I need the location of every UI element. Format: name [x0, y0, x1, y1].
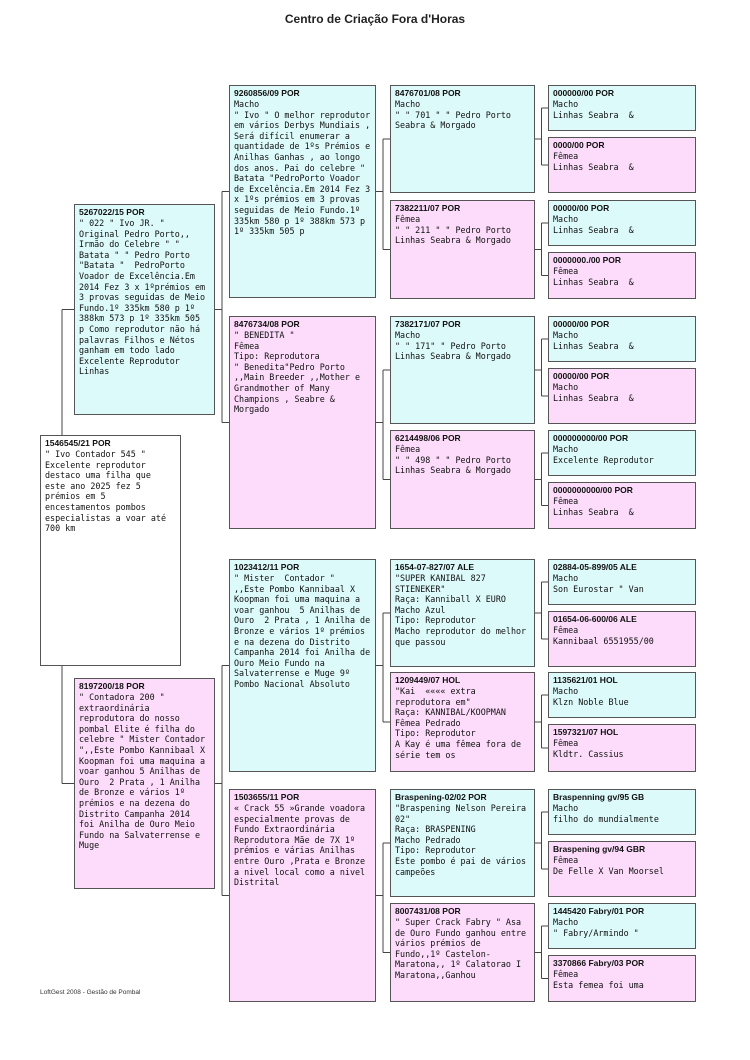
ring-number: 1445420 Fabry/01 POR [553, 906, 645, 916]
pedigree-card-gen4[interactable] [548, 559, 696, 605]
pedigree-card-gen4[interactable] [548, 789, 696, 835]
ring-number: 00000/00 POR [553, 319, 610, 329]
card-details: Macho " Fabry/Armindo " [553, 917, 639, 938]
pedigree-card-gen3[interactable] [390, 430, 535, 529]
ring-number: 1023412/11 POR [234, 562, 300, 572]
card-details: " Super Crack Fabry " Asa de Ouro Fundo ganhou entre vários prémios de Fundo,,1º Castelon-Maratona,, 1º Calatorao I Maratona,,Ganhou [395, 917, 532, 980]
ring-number: 7382211/07 POR [395, 203, 461, 213]
card-details: " Mister Contador " ,,Este Pombo Kannibaal X Koopman foi uma maquina a voar ganhou 5 Anilhas de Ouro 2 Prata , 1 Anilha de Bronze e vários 1º prémios e na dezena do Distrito Campanha 2014 foi Anilha de Ouro Meio Fundo na Salvaterrense e Muge 9º Pombo Nacional Absoluto [234, 573, 371, 689]
pedigree-card-gen3[interactable] [390, 85, 535, 193]
pedigree-card-gen4[interactable] [548, 955, 696, 1002]
card-details: Macho Son Eurostar " Van [553, 573, 644, 594]
card-details: " 022 " Ivo JR. " Original Pedro Porto,, Irmão do Celebre " " Batata " " Pedro Porto "Batata " PedroPorto Voador de Excelência.Em 2014 Fez 3 x 1ºprémios em 3 provas seguidas de Meio Fundo.1º 335km 580 p 1º 388km 573 p 1º 335km 505 p Como reprodutor não há palavras Filhos e Nétos ganham em todo lado Excelente Reprodutor Linhas [79, 218, 206, 377]
ring-number: 000000000/00 POR [553, 433, 629, 443]
pedigree-card-gen4[interactable] [548, 137, 696, 193]
ring-number: 1209449/07 HOL [395, 675, 461, 685]
pedigree-card-gen4[interactable] [548, 85, 696, 131]
ring-number: 1546545/21 POR [45, 438, 111, 448]
pedigree-card-gen3[interactable] [390, 789, 535, 897]
card-details: " Ivo Contador 545 " Excelente reprodutor destaco uma filha que este ano 2025 fez 5 prémios em 5 encestamentos pombos especialistas a voar até 700 km [45, 449, 167, 534]
ring-number: 5267022/15 POR [79, 207, 145, 217]
ring-number: 00000/00 POR [553, 203, 610, 213]
card-details: " Contadora 200 " extraordinária reprodutora do nosso pombal Elite é filha do celebre " Mister Contador ",,Este Pombo Kannibaal X Koopman foi uma maquina a voar ganhou 5 Anilhas de Ouro 2 Prata , 1 Anilha de Bronze e vários 1º prémios e na dezena do Distrito Campanha 2014 foi Anilha de Ouro Meio Fundo na Salvaterrense e Muge [79, 692, 206, 851]
ring-number: 8476701/08 POR [395, 88, 461, 98]
ring-number: 1654-07-827/07 ALE [395, 562, 475, 572]
ring-number: 1503655/11 POR [234, 792, 300, 802]
pedigree-card-gen3[interactable] [390, 316, 535, 424]
card-details: Macho Linhas Seabra & [553, 214, 634, 235]
card-details: "Braspening Nelson Pereira 02" Raça: BRASPENING Macho Pedrado Tipo: Reprodutor Este pombo é pai de vários campeões [395, 803, 527, 877]
card-details: Macho filho do mundialmente [553, 803, 659, 824]
pedigree-card-subject[interactable] [40, 435, 181, 666]
pedigree-card-gen4[interactable] [548, 482, 696, 529]
ring-number: 8007431/08 POR [395, 906, 461, 916]
card-details: Fêmea " " 498 " " Pedro Porto Linhas Seabra & Morgado [395, 444, 511, 476]
pedigree-card-gen4[interactable] [548, 841, 696, 897]
card-details: Macho Linhas Seabra & [553, 382, 634, 403]
card-details: Fêmea Esta femea foi uma [553, 969, 644, 990]
ring-number: 9260856/09 POR [234, 88, 300, 98]
ring-number: 1597321/07 HOL [553, 727, 619, 737]
pedigree-card-gen4[interactable] [548, 316, 696, 362]
card-details: Fêmea Linhas Seabra & [553, 151, 634, 172]
card-details: Macho Excelente Reprodutor [553, 444, 654, 465]
pedigree-card-gen4[interactable] [548, 903, 696, 949]
pedigree-card-gen4[interactable] [548, 252, 696, 299]
card-details: Fêmea Kldtr. Cassius [553, 738, 624, 759]
card-details: Fêmea Linhas Seabra & [553, 496, 634, 517]
ring-number: 1135621/01 HOL [553, 675, 618, 685]
card-details: Macho Linhas Seabra & [553, 330, 634, 351]
ring-number: 0000000./00 POR [553, 255, 622, 265]
card-details: Macho " " 701 " " Pedro Porto Seabra & Morgado [395, 99, 511, 131]
card-details: Fêmea " " 211 " " Pedro Porto Linhas Seabra & Morgado [395, 214, 511, 246]
pedigree-card-gen3[interactable] [390, 903, 535, 1002]
ring-number: 7382171/07 POR [395, 319, 461, 329]
ring-number: 000000/00 POR [553, 88, 614, 98]
card-details: Macho Klzn Noble Blue [553, 686, 629, 707]
card-details: « Crack 55 »Grande voadora especialmente provas de Fundo Extraordinária Reprodutora Mãe de 7X 1º prémios e várias Anilhas entre Ouro ,Prata e Bronze a nivel local como a nivel Distrital [234, 803, 371, 888]
pedigree-card-sire[interactable] [74, 204, 215, 415]
pedigree-card-gen4[interactable] [548, 611, 696, 667]
pedigree-card-granddam-maternal[interactable] [229, 789, 376, 1002]
card-details: Fêmea Kannibaal 6551955/00 [553, 625, 654, 646]
pedigree-card-gen4[interactable] [548, 200, 696, 246]
ring-number: 00000/00 POR [553, 371, 610, 381]
pedigree-card-grandsire-paternal[interactable] [229, 85, 376, 298]
ring-number: Braspening gv/94 GBR [553, 844, 646, 854]
pedigree-card-grandsire-maternal[interactable] [229, 559, 376, 772]
ring-number: 8476734/08 POR [234, 319, 300, 329]
card-details: " BENEDITA " Fêmea Tipo: Reprodutora " Benedita"Pedro Porto ,,Main Breeder ,,Mother e Grandmother of Many Champions , Seabre & Morgado [234, 330, 361, 415]
ring-number: 02884-05-899/05 ALE [553, 562, 637, 572]
pedigree-card-granddam-paternal[interactable] [229, 316, 376, 529]
ring-number: 6214498/06 POR [395, 433, 461, 443]
ring-number: Braspening-02/02 POR [395, 792, 487, 802]
page-title: Centro de Criação Fora d'Horas [284, 12, 466, 26]
pedigree-card-gen4[interactable] [548, 430, 696, 476]
card-details: "SUPER KANIBAL 827 STIENEKER" Raça: Kanniball X EURO Macho Azul Tipo: Reprodutor Macho reprodutor do melhor que passou [395, 573, 527, 647]
ring-number: 0000/00 POR [553, 140, 605, 150]
card-details: Fêmea De Felle X Van Moorsel [553, 855, 664, 876]
pedigree-card-gen3[interactable] [390, 200, 535, 299]
pedigree-card-gen4[interactable] [548, 368, 696, 424]
pedigree-card-gen4[interactable] [548, 724, 696, 772]
pedigree-card-gen3[interactable] [390, 559, 535, 667]
footer-text: LoftGest 2008 - Gestão de Pombal [40, 989, 141, 996]
ring-number: 0000000000/00 POR [553, 485, 633, 495]
card-details: "Kai «««« extra reprodutora em" Raça: KANNIBAL/KOOPMAN Fêmea Pedrado Tipo: Reprodutor A Kay é uma fêmea fora de série tem os [395, 686, 522, 760]
card-details: Macho " " 171" " Pedro Porto Linhas Seabra & Morgado [395, 330, 511, 362]
ring-number: 01654-06-600/06 ALE [553, 614, 637, 624]
ring-number: Braspenning gv/95 GB [553, 792, 645, 802]
pedigree-card-dam[interactable] [74, 678, 215, 889]
ring-number: 8197200/18 POR [79, 681, 145, 691]
card-details: Macho " Ivo " O melhor reprodutor em vários Derbys Mundiais , Será difícil enumerar a quantidade de 1ºs Prémios e Anilhas Ganhas , ao longo dos anos. Pai do celebre " Batata "PedroPorto Voador de Excelência.Em 2014 Fez 3 x 1ºs prémios em 3 provas seguidas de Meio Fundo.1º 335km 580 p 1º 388km 573 p 1º 335km 505 p [234, 99, 371, 237]
pedigree-card-gen4[interactable] [548, 672, 696, 718]
pedigree-card-gen3[interactable] [390, 672, 535, 772]
card-details: Macho Linhas Seabra & [553, 99, 634, 120]
ring-number: 3370866 Fabry/03 POR [553, 958, 645, 968]
card-details: Fêmea Linhas Seabra & [553, 266, 634, 287]
